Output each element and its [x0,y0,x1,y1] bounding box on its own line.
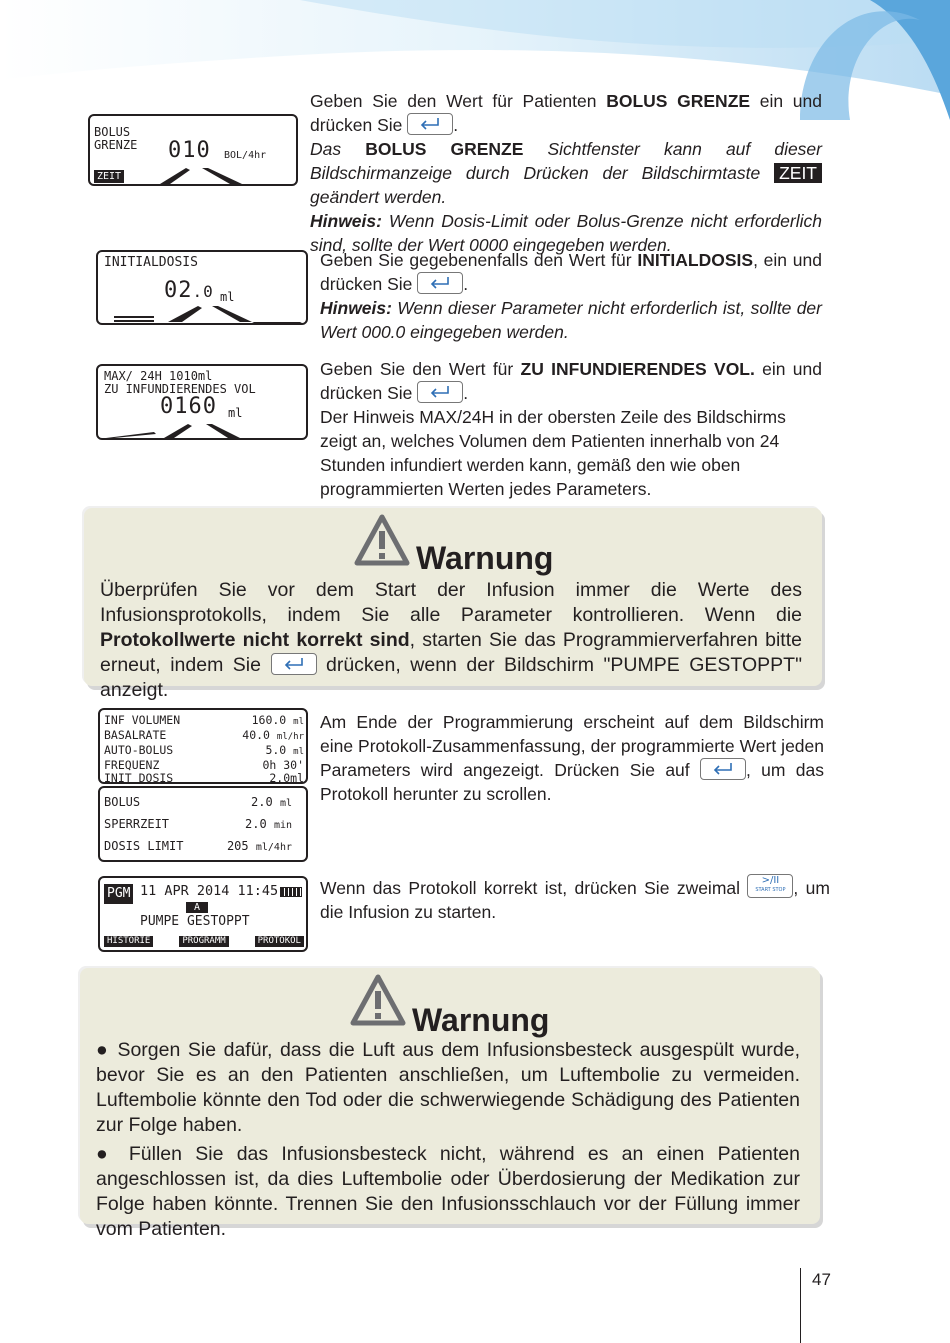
bolus-instructions: Geben Sie den Wert für Patienten BOLUS GRENZE ein und drücken Sie . Das BOLUS GRENZE Sichtfenster kann auf dieser Bildschirmanzeige durch Drücken der Bildschirmtaste ZEIT geändert werden. Hinweis: Wenn Dosis-Limit oder Bolus-Grenze nicht erforderlich sind, sollte der Wert 0000 eingegeben werden. [310,91,822,255]
lcd-unit: ml [220,290,235,304]
summary-row: AUTO-BOLUS 5.0 ml [104,743,304,757]
pgm-badge: PGM [104,884,133,904]
warning-title: Warnung [416,540,554,576]
summary-rows [104,714,304,784]
summary-row: INIT DOSIS 2.0ml [104,771,304,784]
lcd-infusion-volume [96,364,308,440]
summary-row: FREQUENZ 0h 30' [104,758,304,772]
mode-badge: A [186,902,208,913]
lcd-line2: ZU INFUNDIERENDES VOL [104,382,256,396]
lcd-arrows [104,420,304,440]
lcd-unit: ml [228,406,243,420]
lcd-label-line1: BOLUS [94,125,131,139]
warning-triangle-icon [350,974,406,1026]
battery-icon [280,887,302,897]
lcd-value: 010 [168,138,211,163]
page-number-rule [800,1268,801,1343]
lcd-value: 02.0 [164,278,214,303]
lcd-arrows [156,166,296,186]
page-number: 47 [812,1270,831,1289]
enter-key-icon [407,113,453,135]
warning-bullet: ● Füllen Sie das Infusionsbesteck nicht, während es an einen Patienten angeschlossen ist, da dies Luftembolie oder Überdosierung der Medikation zur Folge haben könnte. Trennen Sie den Infusionsschlauch vor der Füllung immer vom Patienten. [96,1143,800,1240]
summary-row: SPERRZEIT 2.0 min [104,817,292,831]
warning-box-2 [80,968,820,1240]
warning-bullet: ● Sorgen Sie dafür, dass die Luft aus dem Infusionsbesteck ausgespült wurde, bevor Sie es an den Patienten anschließen, um Luftembolie zu vermeiden. Luftembolie könnte den Tod oder die schwerwiegende Schädigung des Patienten zur Folge haben. [96,1039,800,1136]
enter-key-icon [417,381,463,403]
volume-instructions: Geben Sie den Wert für ZU INFUNDIERENDES VOL. ein und drücken Sie . Der Hinweis MAX/24H in der obersten Zeile des Bildschirms zeigt an, welches Volumen dem Patienten innerhalb von 24 Stunden infundiert werden kann, gemäß den wie oben programmierten Werten jedes Parameters. [320,359,823,499]
lcd-protocol-summary [98,708,308,784]
zeit-tag: ZEIT [774,163,822,183]
lcd-arrows [114,304,304,324]
lcd-unit: BOL/4hr [224,150,267,161]
lcd-line1: MAX/ 24H 1010ml [104,369,213,383]
lcd-datetime: 11 APR 2014 11:45 [140,883,279,899]
start-stop-key-icon: >/II START STOP [747,874,793,898]
softkey-zeit: ZEIT [94,170,124,183]
lcd-label: INITIALDOSIS [104,255,198,270]
lcd-bolus-grenze [88,114,298,186]
initialdosis-instructions: Geben Sie gegebenenfalls den Wert für INITIALDOSIS, ein und drücken Sie . Hinweis: Wenn dieser Parameter nicht erforderlich ist, sollte der Wert 000.0 eingegeben werden. [320,250,822,342]
start-instructions: Wenn das Protokoll korrekt ist, drücken Sie zweimal >/II START STOP , um die Infusion zu starten. [320,875,830,922]
warning-text: Überprüfen Sie vor dem Start der Infusion immer die Werte des Infusionsprotokolls, indem Sie alle Parameter kontrollieren. Wenn die Protokollwerte nicht korrekt sind, starten Sie das Programmierverfahren bitte erneut, indem Sie drücken, wenn der Bildschirm "PUMPE GESTOPPT" anzeigt. [100,579,802,701]
summary-instructions: Am Ende der Programmierung erscheint auf dem Bildschirm eine Protokoll-Zusammenfassung, der programmierte Wert jeden Parameters wird angezeigt. Drücken Sie auf , um das Protokoll herunter zu scrollen. [320,712,824,804]
lcd-pump-stopped [98,876,308,952]
lcd-status: PUMPE GESTOPPT [140,914,250,929]
summary-row: INF VOLUMEN 160.0 ml [104,713,304,727]
summary-row: BOLUS 2.0 ml [104,795,292,809]
lcd-value: 0160 [160,394,217,419]
softkey-historie: HISTORIE [104,936,153,947]
softkey-programm: PROGRAMM [179,936,228,947]
lcd-softkeys [104,936,304,947]
warning-text [96,1038,800,1242]
enter-key-icon [271,653,317,675]
lcd-protocol-summary-2 [98,786,308,862]
summary-rows-2 [104,792,292,858]
lcd-label-line2: GRENZE [94,138,138,152]
summary-row: DOSIS LIMIT 205 ml/4hr [104,839,292,853]
warning-title: Warnung [412,1002,550,1038]
warning-triangle-icon [354,514,410,566]
softkey-protokol: PROTOKOL [255,936,304,947]
warning-box-1 [84,508,822,701]
enter-key-icon [700,758,746,780]
lcd-initialdosis [96,250,308,325]
enter-key-icon [417,272,463,294]
summary-row: BASALRATE 40.0 ml/hr [104,728,304,742]
